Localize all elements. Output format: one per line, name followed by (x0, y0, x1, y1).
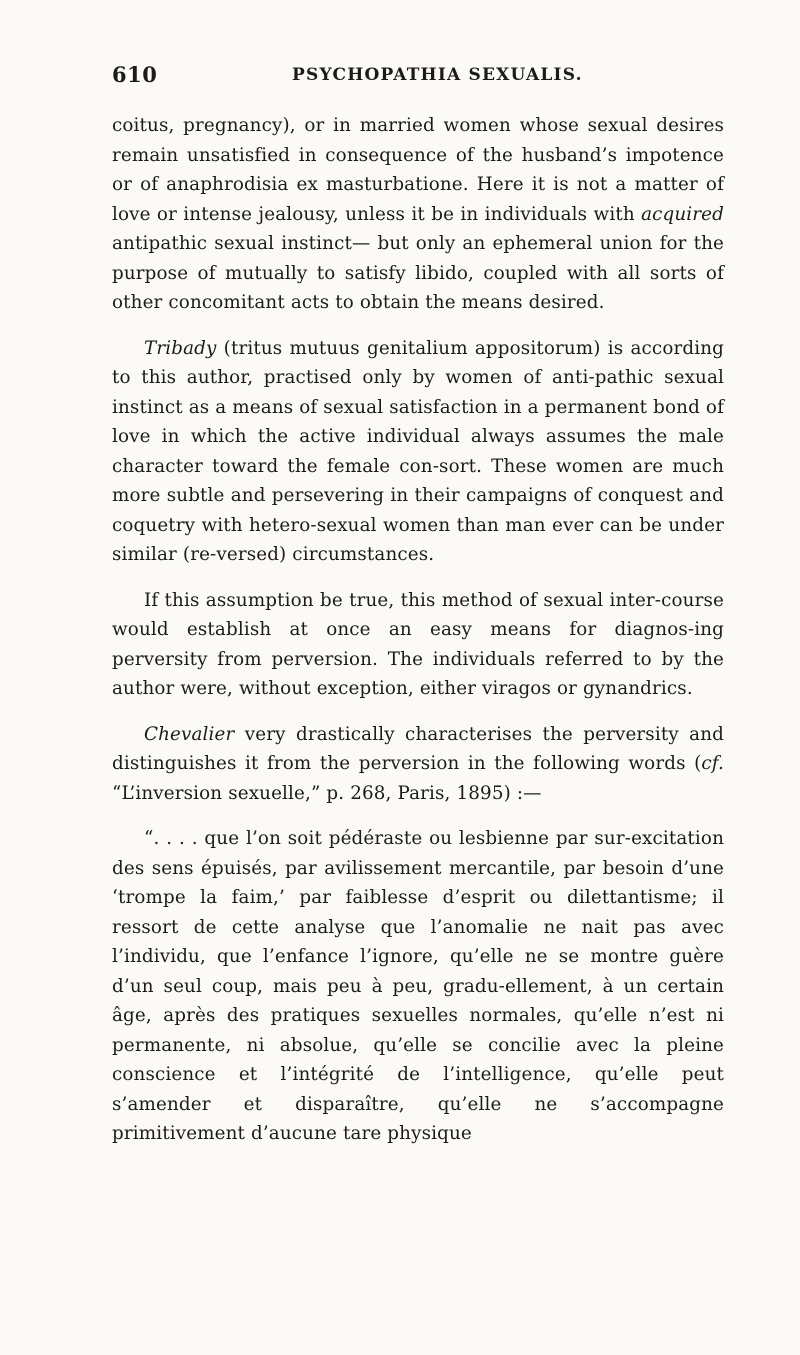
paragraph-2-text: (tritus mutuus genitalium appositorum) is according to this author, practised only by women of anti-pathic sexual instinct as a means of sexual satisfaction in a permanent bond of love in which the active individual always assumes the male character toward the female con-sort. These women are much more subtle and persevering in their campaigns of conquest and coquetry with hetero-sexual women than man ever can be under similar (re-versed) circumstances. (112, 337, 724, 565)
paragraph-1-text-b: antipathic sexual instinct— but only an ephemeral union for the purpose of mutually to satisfy libido, coupled with all sorts of other concomitant acts to obtain the means desired. (112, 233, 724, 313)
paragraph-4-text-a: very drastically characterises the perversity and distinguishes it from the perversion in the following words ( (112, 723, 724, 774)
book-page (112, 62, 724, 1149)
body-text (112, 111, 724, 1149)
paragraph-4-text-b: “L’inversion sexuelle,” p. 268, Paris, 1895) :— (112, 782, 542, 804)
paragraph-2-emphasis: Tribady (144, 337, 217, 359)
paragraph-1-text-a: coitus, pregnancy), or in married women whose sexual desires remain unsatisfied in consequence of the husband’s impotence or of anaphrodisia ex masturbatione. Here it is not a matter of love or intense jealousy, unless it be in individuals with (112, 115, 724, 225)
page-number: 610 (112, 62, 158, 87)
paragraph-3-text: If this assumption be true, this method of sexual inter-course would establish at once an easy means for diagnos-ing perversity from perversion. The individuals referred to by the author were, without exception, either viragos or gynandrics. (112, 589, 724, 699)
paragraph-4 (112, 720, 724, 809)
paragraph-3 (112, 586, 724, 704)
paragraph-2 (112, 334, 724, 570)
running-title: PSYCHOPATHIA SEXUALIS. (292, 65, 583, 85)
paragraph-4-emphasis: Chevalier (144, 723, 235, 745)
paragraph-4-emphasis-cf: cf. (701, 753, 724, 774)
running-head (112, 62, 724, 96)
paragraph-1 (112, 111, 724, 318)
paragraph-5-quote (112, 824, 724, 1149)
paragraph-5-text: “. . . . que l’on soit pédéraste ou lesbienne par sur-excitation des sens épuisés, par avilissement mercantile, par besoin d’une ‘trompe la faim,’ par faiblesse d’esprit ou dilettantisme; il ressort de cette analyse que l’anomalie ne nait pas avec l’individu, que l’enfance l’ignore, qu’elle ne se montre guère d’un seul coup, mais peu à peu, gradu-ellement, à un certain âge, après des pratiques sexuelles normales, qu’elle n’est ni permanente, ni absolue, qu’elle se concilie avec la pleine conscience et l’intégrité de l’intelligence, qu’elle peut s’amender et disparaître, qu’elle ne s’accompagne primitivement d’aucune tare physique (112, 828, 724, 1144)
paragraph-1-emphasis: acquired (641, 203, 724, 225)
